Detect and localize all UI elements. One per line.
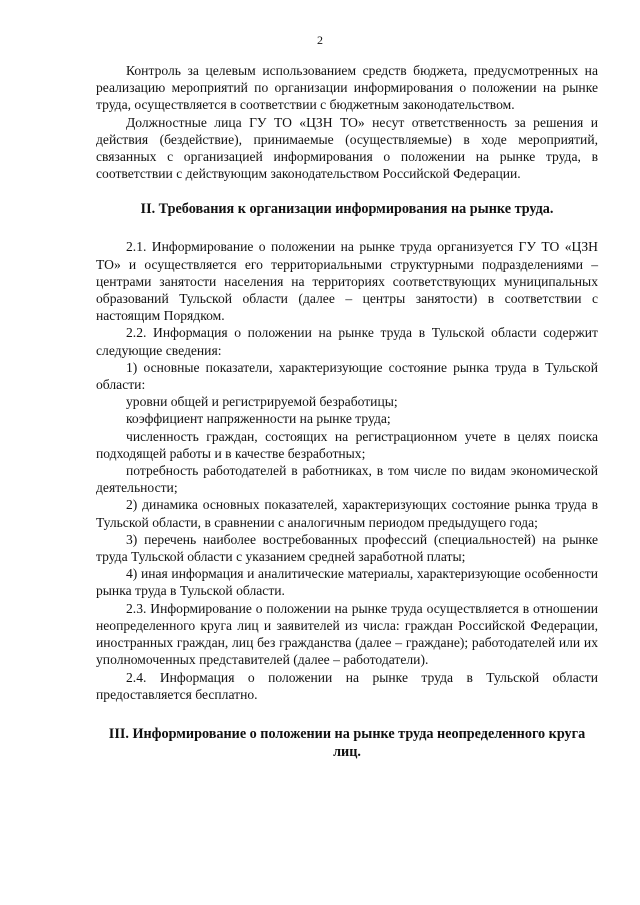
paragraph-2-3: 2.3. Информирование о положении на рынке труда осуществляется в отношении неопределенного круга лиц и заявителей из числа: граждан Российской Федерации, иностранных граждан, лиц без гражданства (далее – граждане); работодателей или их уполномоченных представителей (далее – работодатели). [96, 600, 598, 668]
paragraph-budget-control: Контроль за целевым использованием средств бюджета, предусмотренных на реализацию мероприятий по организации информирования о положении на рынке труда, осуществляется в соответствии с бюджетным законодательством. [96, 63, 598, 113]
list-subitem-unemployment: уровни общей и регистрируемой безработицы; [126, 394, 398, 410]
list-item-3: 3) перечень наиболее востребованных профессий (специальностей) на рынке труда Тульской области с указанием средней заработной платы; [96, 531, 598, 565]
list-item-2: 2) динамика основных показателей, характеризующих состояние рынка труда в Тульской области, в сравнении с аналогичным периодом предыдущего года; [96, 497, 598, 530]
document-body [96, 62, 598, 761]
paragraph-2-4: 2.4. Информация о положении на рынке труда в Тульской области предоставляется бесплатно. [96, 669, 598, 702]
section-2-heading: II. Требования к организации информирования на рынке труда. [140, 201, 554, 218]
paragraph-2-2: 2.2. Информация о положении на рынке труда в Тульской области содержит следующие сведения: [96, 325, 598, 358]
paragraph-2-1: 2.1. Информирование о положении на рынке труда организуется ГУ ТО «ЦЗН ТО» и осуществляется его территориальными структурными подразделениями – центрами занятости населения на территориях соответствующих муниципальных образований Тульской области (далее – центры занятости) в соответствии с настоящим Порядком. [96, 239, 598, 324]
list-subitem-tension: коэффициент напряженности на рынке труда; [126, 411, 391, 427]
paragraph-responsibility: Должностные лица ГУ ТО «ЦЗН ТО» несут ответственность за решения и действия (бездействие), принимаемые (осуществляемые) в ходе мероприятий, связанных с организацией информирования о положении на рынке труда, в соответствии с действующим законодательством Российской Федерации. [96, 114, 598, 182]
list-item-4: 4) иная информация и аналитические материалы, характеризующие особенности рынка труда в Тульской области. [96, 566, 598, 599]
list-subitem-employer-demand: потребность работодателей в работниках, в том числе по видам экономической деятельности; [96, 463, 598, 496]
section-3-heading: III. Информирование о положении на рынке труда неопределенного круга лиц. [108, 725, 586, 760]
list-subitem-registered-count: численность граждан, состоящих на регистрационном учете в целях поиска подходящей работы и в качестве безработных; [96, 428, 598, 461]
list-item-1: 1) основные показатели, характеризующие состояние рынка труда в Тульской области: [96, 359, 598, 393]
page-number: 2 [317, 33, 323, 47]
